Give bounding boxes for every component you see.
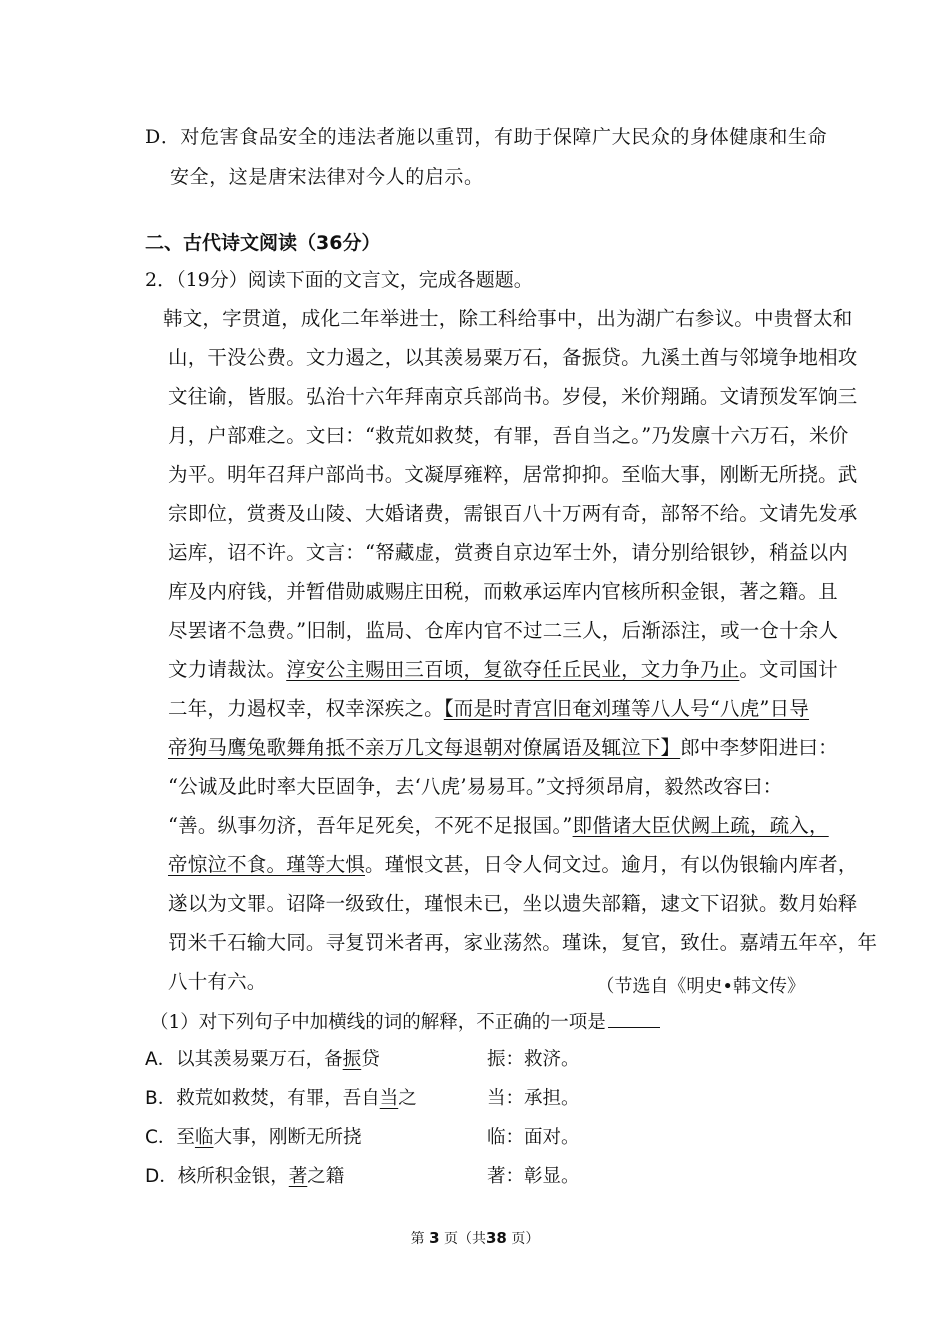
option-sentence: 之籍 [307, 1166, 345, 1187]
option-a-explanation: 振：救济。 [487, 1049, 580, 1070]
previous-option-d-line2: 安全，这是唐宋法律对今人的启示。 [170, 166, 484, 188]
underlined-word: 临 [194, 1127, 214, 1148]
passage-line: 月，户部难之。文曰：“救荒如救焚，有罪，吾自当之。”乃发廪十六万石，米价 [168, 424, 849, 447]
section-title: 二、古代诗文阅读（36分） [145, 232, 381, 254]
passage-line [168, 654, 838, 682]
passage-line: 罚米千石输大同。寻复罚米者再，家业荡然。瑾诛，复官，致仕。嘉靖五年卒，年 [168, 931, 878, 954]
passage-line: 文往谕，皆服。弘治十六年拜南京兵部尚书。岁侵，米价翔踊。文请预发军饷三 [168, 385, 858, 408]
passage-text: 文力请裁汰。 [168, 658, 287, 681]
bracketed-sentence: 帝狗马鹰兔歌舞角抵不亲万几文每退朝对僚属语及辄泣下】 [168, 736, 681, 759]
underlined-sentence: 淳安公主赐田三百顷，复欲夺任丘民业，文力争乃止 [286, 658, 740, 681]
passage-line [168, 732, 838, 760]
option-b-explanation: 当：承担。 [487, 1088, 580, 1109]
option-sentence: 核所积金银， [177, 1166, 289, 1187]
question-intro: 2．（19分）阅读下面的文言文，完成各题题。 [145, 269, 533, 291]
option-a[interactable] [145, 1045, 380, 1071]
passage-line: 韩文，字贯道，成化二年举进士，除工科给事中，出为湖广右参议。中贵督太和 [163, 307, 853, 330]
footer-text: 页（共 [444, 1231, 486, 1247]
passage-line: 运库，诏不许。文言：“帑藏虚，赏赉自京边军士外，请分别给银钞，稍益以内 [168, 541, 848, 564]
bracketed-sentence: 【而是时青宫旧奄刘瑾等八人号“八虎”日导 [443, 697, 810, 720]
passage-source: （节选自《明史•韩文传》 [596, 976, 805, 997]
passage-line: 八十有六。 [168, 970, 267, 993]
passage-line: 库及内府钱，并暂借勋戚赐庄田税，而敕承运库内官核所积金银，著之籍。且 [168, 580, 838, 603]
passage-text: 。瑾恨文甚，日令人伺文过。逾月，有以伪银输内库者， [365, 853, 858, 876]
passage-line: 为平。明年召拜户部尚书。文凝厚雍粹，居常抑抑。至临大事，刚断无所挠。武 [168, 463, 858, 486]
passage-line [168, 693, 809, 721]
footer-text: 页） [511, 1231, 540, 1247]
underlined-word: 著 [288, 1166, 308, 1187]
passage-line: 山，干没公费。文力遏之，以其羡易粟万石，备振贷。九溪土酋与邻境争地相攻 [168, 346, 858, 369]
option-b[interactable] [145, 1084, 417, 1110]
passage-line [168, 810, 829, 838]
underlined-word: 振 [342, 1049, 362, 1070]
option-sentence: 救荒如救焚，有罪，吾自 [176, 1088, 380, 1109]
option-sentence: 大事，刚断无所挠 [213, 1127, 362, 1148]
passage-line: “公诚及此时率大臣固争，去‘八虎’易易耳。”文捋须昂肩，毅然改容曰： [168, 775, 783, 798]
passage-text: “善。纵事勿济，吾年足死矣，不死不足报国。” [168, 814, 573, 837]
underlined-sentence: 即偕诸大臣伏阙上疏，疏入， [572, 814, 829, 837]
subquestion-text: （1）对下列句子中加横线的词的解释，不正确的一项是 [150, 1012, 606, 1033]
option-letter: A． [145, 1049, 177, 1070]
page-number: 3 [429, 1229, 440, 1247]
passage-text: 二年，力遏权幸，权幸深疾之。 [168, 697, 444, 720]
total-pages: 38 [486, 1229, 507, 1247]
answer-blank[interactable] [608, 1011, 660, 1028]
option-c-explanation: 临：面对。 [487, 1127, 580, 1148]
passage-text: 。文司国计 [739, 658, 838, 681]
page-footer [0, 1228, 950, 1248]
passage-line: 遂以为文罪。诏降一级致仕，瑾恨未已，坐以遗失部籍，逮文下诏狱。数月始释 [168, 892, 858, 915]
underlined-sentence: 帝惊泣不食。瑾等大惧 [168, 853, 366, 876]
option-sentence: 以其羡易粟万石，备 [176, 1049, 343, 1070]
option-letter: B． [145, 1088, 177, 1109]
option-d[interactable] [145, 1162, 344, 1188]
option-letter: D． [145, 1166, 178, 1187]
option-d-explanation: 著：彰显。 [487, 1166, 580, 1187]
option-sentence: 贷 [361, 1049, 380, 1070]
option-sentence: 至 [176, 1127, 195, 1148]
passage-line [168, 849, 858, 877]
footer-text: 第 [410, 1231, 425, 1247]
passage-line: 宗即位，赏赉及山陵、大婚诸费，需银百八十万两有奇，部帑不给。文请先发承 [168, 502, 858, 525]
passage-text: 郎中李梦阳进曰： [680, 736, 838, 759]
underlined-word: 当 [379, 1088, 399, 1109]
passage-line: 尽罢诸不急费。”旧制，监局、仓库内官不过二三人，后渐添注，或一仓十余人 [168, 619, 839, 642]
option-letter: C． [145, 1127, 177, 1148]
subquestion-1 [150, 1008, 660, 1034]
option-c[interactable] [145, 1123, 361, 1149]
previous-option-d-line1: D．对危害食品安全的违法者施以重罚，有助于保障广大民众的身体健康和生命 [145, 126, 828, 148]
option-sentence: 之 [398, 1088, 417, 1109]
